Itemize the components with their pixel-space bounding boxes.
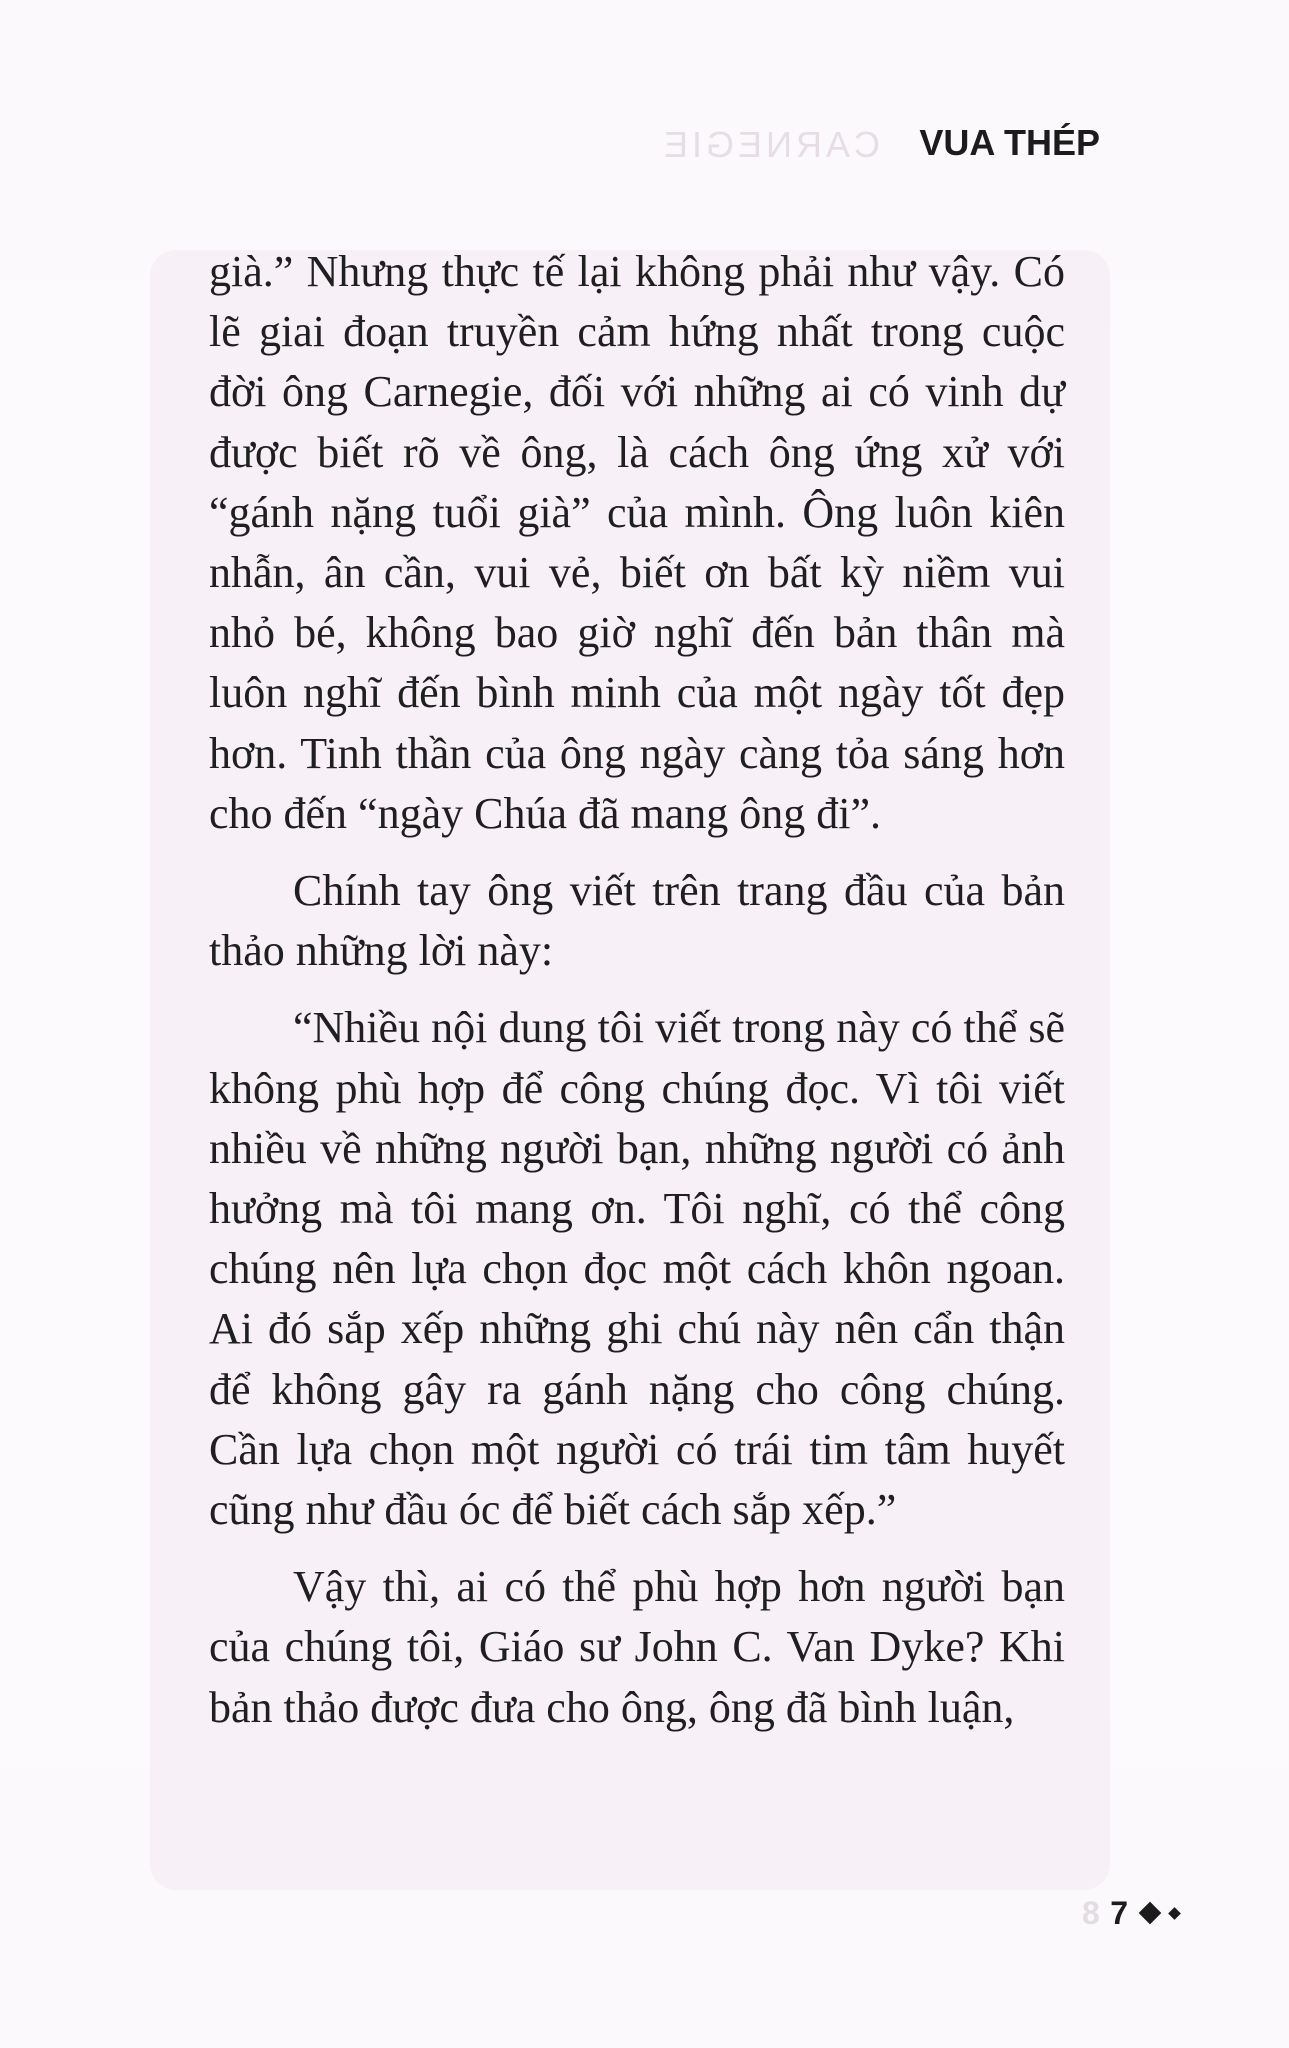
paragraph-3: “Nhiều nội dung tôi viết trong này có thể sẽ không phù hợp để công chúng đọc. Vì tôi viết nhiều về những người bạn, những người có ảnh hưởng mà tôi mang ơn. Tôi nghĩ, có thể công chúng nên lựa chọn đọc một cách khôn ngoan. Ai đó sắp xếp những ghi chú này nên cẩn thận để không gây ra gánh nặng cho công chúng. Cần lựa chọn một người có trái tim tâm huyết cũng như đầu óc để biết cách sắp xếp.” [209,1003,1065,1535]
body-text [209,242,1065,1738]
paragraph-4: Vậy thì, ai có thể phù hợp hơn người bạn của chúng tôi, Giáo sư John C. Van Dyke? Khi bản thảo được đưa cho ông, ông đã bình luận, [209,1562,1065,1732]
paragraph-2: Chính tay ông viết trên trang đầu của bản thảo những lời này: [209,866,1065,976]
running-title: VUA THÉP [919,122,1100,163]
paragraph-1: già.” Nhưng thực tế lại không phải như vậy. Có lẽ giai đoạn truyền cảm hứng nhất trong cuộc đời ông Carnegie, đối với những ai có vinh dự được biết rõ về ông, là cách ông ứng xử với “gánh nặng tuổi già” của mình. Ông luôn kiên nhẫn, ân cần, vui vẻ, biết ơn bất kỳ niềm vui nhỏ bé, không bao giờ nghĩ đến bản thân mà luôn nghĩ đến bình minh của một ngày tốt đẹp hơn. Tinh thần của ông ngày càng tỏa sáng hơn cho đến “ngày Chúa đã mang ông đi”. [209,247,1065,838]
bleed-through-author: CARNEGIE [660,124,881,165]
running-header [660,118,1100,174]
diamond-ornament-icon [1139,1902,1162,1925]
page-number: 7 [1110,1894,1128,1931]
small-diamond-ornament-icon [1168,1907,1181,1920]
bleed-through-page-number: 8 [1082,1894,1101,1931]
page-footer [1082,1888,1179,1938]
